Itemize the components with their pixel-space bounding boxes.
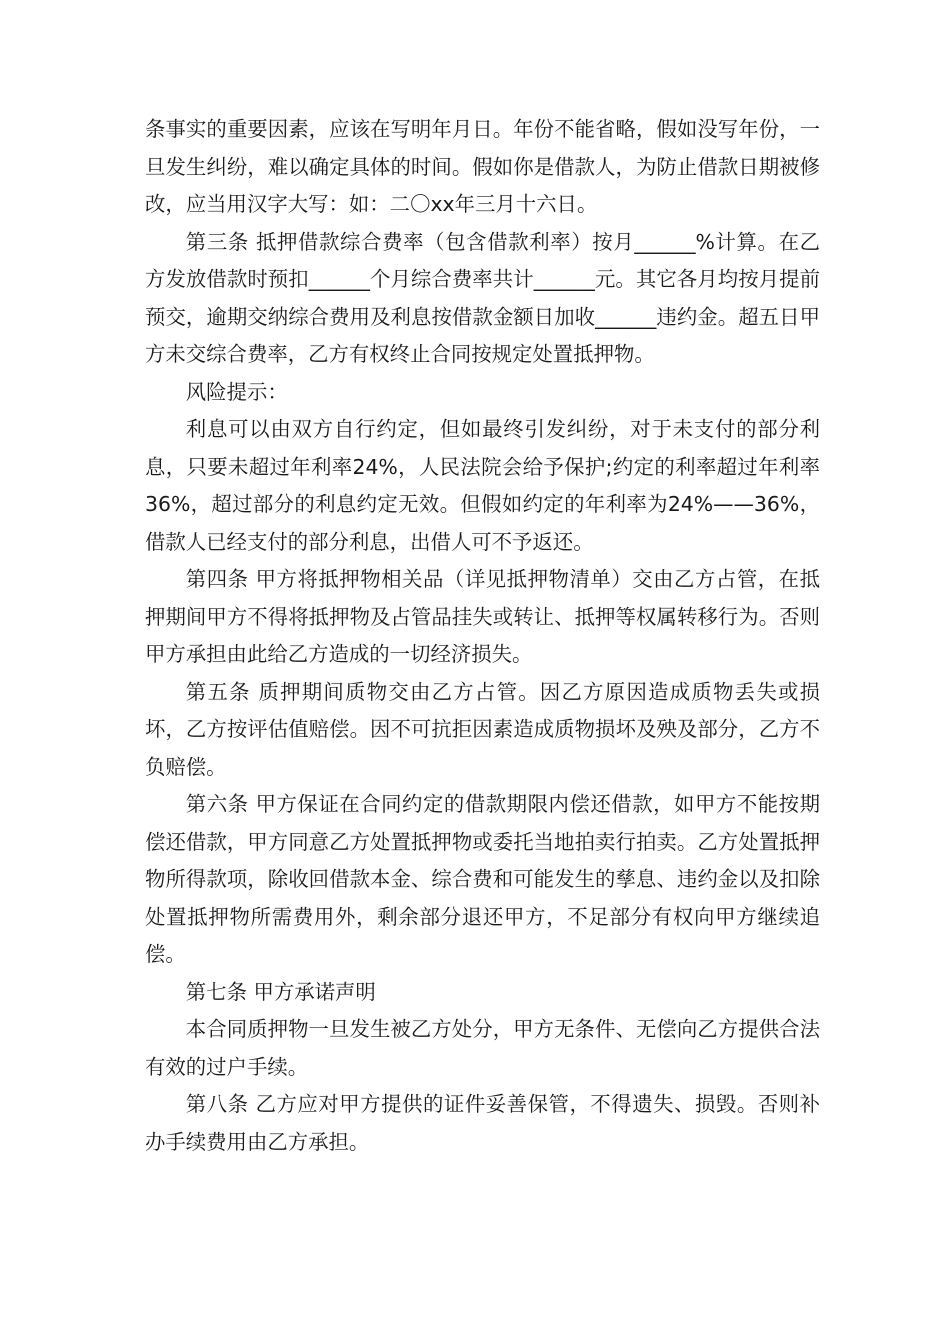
paragraph-date-note: 条事实的重要因素，应该在写明年月日。年份不能省略，假如没写年份，一旦发生纠纷，难以确定具体的时间。假如你是借款人，为防止借款日期被修改，应当用汉字大写：如：二〇xx年三月十六日。 bbox=[145, 117, 820, 216]
paragraph-article-3: 第三条 抵押借款综合费率（包含借款利率）按月______%计算。在乙方发放借款时预扣______个月综合费率共计______元。其它各月均按月提前预交，逾期交纳综合费用及利息按借款金额日加收______违约金。超五日甲方未交综合费率，乙方有权终止合同按规定处置抵押物。 bbox=[145, 229, 820, 366]
paragraph-article-8: 第八条 乙方应对甲方提供的证件妥善保管，不得遗失、损毁。否则补办手续费用由乙方承担。 bbox=[145, 1092, 820, 1154]
document-body bbox=[145, 111, 820, 1161]
paragraph-risk-interest: 利息可以由双方自行约定，但如最终引发纠纷，对于未支付的部分利息，只要未超过年利率24%，人民法院会给予保护;约定的利率超过年利率36%，超过部分的利息约定无效。但假如约定的年利率为24%——36%，借款人已经支付的部分利息，出借人可不予返还。 bbox=[145, 417, 820, 554]
paragraph-risk-heading: 风险提示： bbox=[185, 379, 288, 404]
paragraph-article-5: 第五条 质押期间质物交由乙方占管。因乙方原因造成质物丢失或损坏，乙方按评估值赔偿。因不可抗拒因素造成质物损坏及殃及部分，乙方不负赔偿。 bbox=[145, 679, 820, 779]
paragraph-article-7-heading: 第七条 甲方承诺声明 bbox=[185, 979, 376, 1004]
paragraph-article-4: 第四条 甲方将抵押物相关品（详见抵押物清单）交由乙方占管，在抵押期间甲方不得将抵押物及占管品挂失或转让、抵押等权属转移行为。否则甲方承担由此给乙方造成的一切经济损失。 bbox=[145, 567, 820, 666]
paragraph-article-7-body: 本合同质押物一旦发生被乙方处分，甲方无条件、无偿向乙方提供合法有效的过户手续。 bbox=[145, 1017, 820, 1079]
paragraph-article-6: 第六条 甲方保证在合同约定的借款期限内偿还借款，如甲方不能按期偿还借款，甲方同意乙方处置抵押物或委托当地拍卖行拍卖。乙方处置抵押物所得款项，除收回借款本金、综合费和可能发生的孳息、违约金以及扣除处置抵押物所需费用外，剩余部分退还甲方，不足部分有权向甲方继续追偿。 bbox=[145, 792, 820, 966]
